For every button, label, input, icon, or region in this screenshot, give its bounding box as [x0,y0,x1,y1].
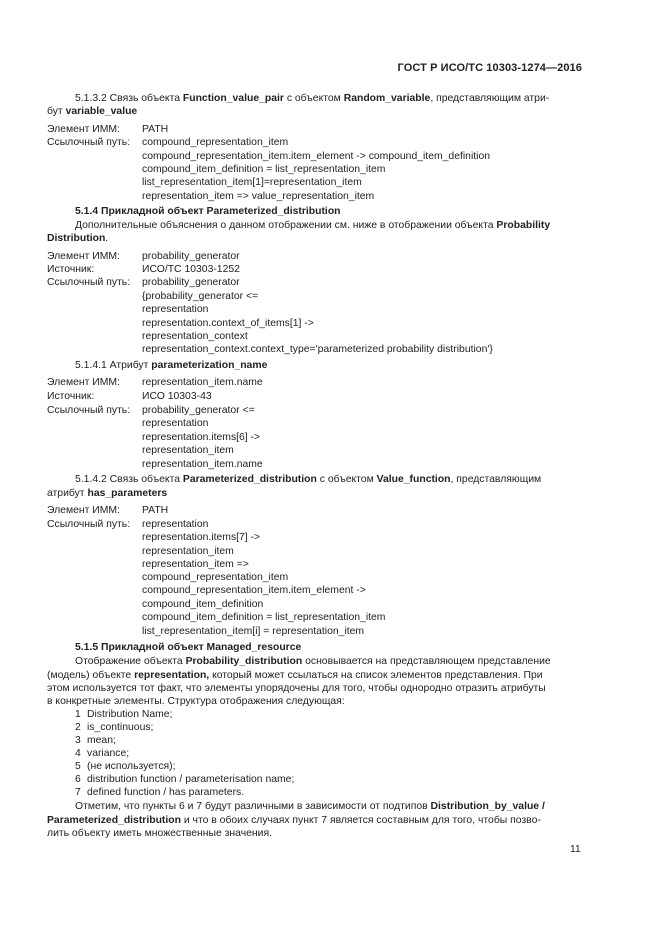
page-number: 11 [570,844,581,855]
list-item-number: 1 [75,709,81,720]
section-514-para: Distribution. [47,233,109,244]
section-515-note: лить объекту иметь множественные значения. [47,828,272,839]
aim-label: Элемент ИММ: [47,377,120,388]
aim-label: Элемент ИММ: [47,505,120,516]
ref-path-line: compound_item_definition = list_representation_item [142,612,386,623]
aim-value: probability_generator [142,251,240,262]
ref-path-line: {probability_generator <= [142,291,259,302]
source-label: Источник: [47,264,95,275]
section-514-heading: 5.1.4 Прикладной объект Parameterized_distribution [75,206,341,217]
ref-path-line: list_representation_item[1]=representation_item [142,177,362,188]
list-item: (не используется); [87,761,176,772]
list-item: Distribution Name; [87,709,173,720]
section-514-para: Дополнительные объяснения о данном отображении см. ниже в отображении объекта Probability [75,220,551,231]
ref-path-line: representation [142,519,209,530]
ref-path-line: representation.items[6] -> [142,432,261,443]
ref-path-line: compound_representation_item.item_element -> compound_item_definition [142,151,491,162]
section-5142-line1: 5.1.4.2 Связь объекта Parameterized_distribution с объектом Value_function, представляющим [75,474,542,485]
section-515-note: Отметим, что пункты 6 и 7 будут различными в зависимости от подтипов Distribution_by_value / [75,801,545,812]
ref-path-line: representation [142,304,209,315]
section-515-para: этом используется тот факт, что элементы упорядочены для того, чтобы однородно отразить атрибуты [47,683,546,694]
section-5132-line2: бут variable_value [47,106,138,117]
ref-path-label: Ссылочный путь: [47,277,131,288]
section-515-note: Parameterized_distribution и что в обоих случаях пункт 7 является составным для того, чтобы позво- [47,815,541,826]
list-item: variance; [87,748,130,759]
section-5132-line1: 5.1.3.2 Связь объекта Function_value_pair с объектом Random_variable, представляющим атри- [75,93,550,104]
section-5141-heading: 5.1.4.1 Атрибут parameterization_name [75,360,268,371]
list-item-number: 6 [75,774,81,785]
list-item-number: 7 [75,787,81,798]
ref-path-line: representation.items[7] -> [142,532,261,543]
list-item: distribution function / parameterisation name; [87,774,295,785]
ref-path-line: representation_item.name [142,459,263,470]
ref-path-line: compound_representation_item [142,137,289,148]
ref-path-line: probability_generator [142,277,240,288]
ref-path-line: probability_generator <= [142,405,255,416]
aim-value: PATH [142,505,169,516]
ref-path-line: representation_context.context_type='parameterized probability distribution'} [142,344,493,355]
ref-path-line: representation.context_of_items[1] -> [142,318,314,329]
source-value: ИСО/ТС 10303-1252 [142,264,240,275]
ref-path-label: Ссылочный путь: [47,519,131,530]
ref-path-line: representation_item => [142,559,249,570]
section-515-heading: 5.1.5 Прикладной объект Managed_resource [75,642,302,653]
source-label: Источник: [47,391,95,402]
section-515-para: в конкретные элементы. Структура отображения следующая: [47,696,345,707]
ref-path-line: compound_item_definition = list_representation_item [142,164,386,175]
section-515-para: (модель) объекте representation, который может ссылаться на список элементов представления. При [47,670,543,681]
ref-path-line: representation_item [142,445,234,456]
ref-path-line: list_representation_item[i] = representation_item [142,626,365,637]
list-item-number: 2 [75,722,81,733]
aim-value: representation_item.name [142,377,263,388]
list-item: is_continuous; [87,722,154,733]
list-item: mean; [87,735,116,746]
section-515-para: Отображение объекта Probability_distribution основывается на представляющем представление [75,656,551,667]
ref-path-line: compound_representation_item.item_element -> [142,585,366,596]
ref-path-line: representation_item => value_representation_item [142,191,375,202]
list-item-number: 5 [75,761,81,772]
document-code: ГОСТ Р ИСО/ТС 10303-1274—2016 [397,62,582,74]
source-value: ИСО 10303-43 [142,391,212,402]
ref-path-line: representation_context [142,331,248,342]
aim-value: PATH [142,124,169,135]
ref-path-line: compound_item_definition [142,599,264,610]
ref-path-label: Ссылочный путь: [47,137,131,148]
section-5142-line2: атрибут has_parameters [47,488,168,499]
list-item-number: 3 [75,735,81,746]
ref-path-line: representation [142,418,209,429]
list-item-number: 4 [75,748,81,759]
aim-label: Элемент ИММ: [47,124,120,135]
ref-path-label: Ссылочный путь: [47,405,131,416]
aim-label: Элемент ИММ: [47,251,120,262]
ref-path-line: representation_item [142,546,234,557]
list-item: defined function / has parameters. [87,787,245,798]
ref-path-line: compound_representation_item [142,572,289,583]
